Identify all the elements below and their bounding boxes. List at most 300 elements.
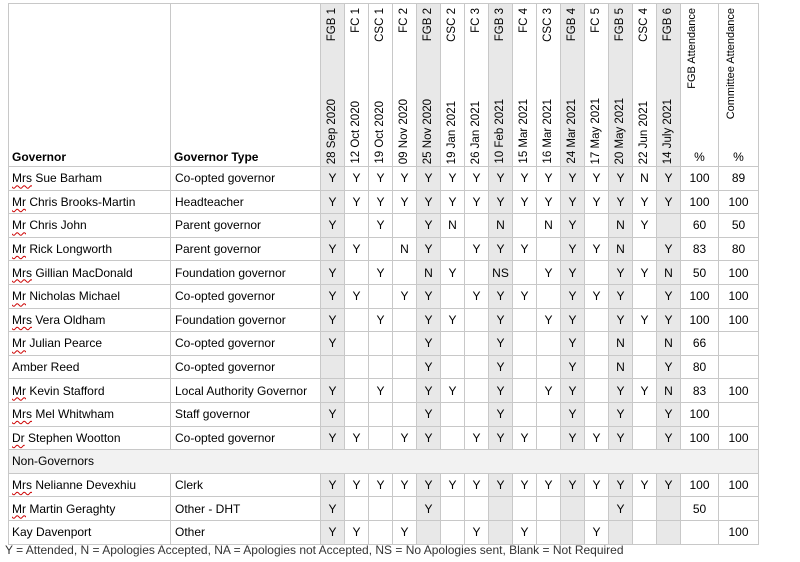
attendance-cell: Y	[513, 284, 537, 308]
governor-title: Mr	[12, 242, 26, 257]
attendance-cell: Y	[585, 190, 609, 214]
section-row	[9, 450, 759, 474]
attendance-cell: Y	[657, 426, 681, 450]
governor-type: Parent governor	[171, 237, 321, 261]
attendance-cell	[561, 497, 585, 521]
attendance-cell: N	[657, 332, 681, 356]
attendance-cell	[633, 520, 657, 544]
attendance-cell	[465, 214, 489, 238]
attendance-cell: N	[441, 214, 465, 238]
meeting-header	[585, 4, 609, 167]
meeting-date: 19 Oct 2020	[373, 101, 386, 164]
attendance-cell: Y	[513, 237, 537, 261]
meeting-name: FGB 5	[613, 8, 626, 42]
meeting-name: CSC 1	[373, 8, 386, 42]
attendance-cell	[633, 402, 657, 426]
committee-percent: 100	[719, 261, 759, 285]
attendance-cell	[513, 332, 537, 356]
meeting-header	[393, 4, 417, 167]
attendance-cell: Y	[369, 190, 393, 214]
attendance-cell	[513, 214, 537, 238]
attendance-cell: Y	[393, 473, 417, 497]
attendance-cell: Y	[465, 473, 489, 497]
attendance-cell: Y	[417, 308, 441, 332]
meeting-date: 12 Oct 2020	[349, 101, 362, 164]
attendance-cell: Y	[561, 190, 585, 214]
governor-name-text: Vera Oldham	[35, 312, 106, 327]
attendance-cell: Y	[321, 261, 345, 285]
attendance-cell: Y	[657, 402, 681, 426]
governor-title: Mrs	[12, 265, 32, 280]
attendance-cell: Y	[369, 261, 393, 285]
attendance-cell	[345, 355, 369, 379]
attendance-cell: Y	[345, 237, 369, 261]
committee-percent: 100	[719, 426, 759, 450]
attendance-cell: Y	[537, 167, 561, 191]
meeting-name: FGB 1	[325, 8, 338, 42]
attendance-cell: Y	[585, 473, 609, 497]
attendance-cell: Y	[417, 379, 441, 403]
fgb-percent: 50	[681, 497, 719, 521]
attendance-cell	[369, 402, 393, 426]
attendance-cell	[633, 237, 657, 261]
attendance-cell: Y	[369, 379, 393, 403]
governor-name	[9, 497, 171, 521]
attendance-table	[8, 3, 759, 545]
governor-name	[9, 332, 171, 356]
meeting-date: 09 Nov 2020	[397, 98, 410, 164]
attendance-cell: Y	[417, 402, 441, 426]
attendance-cell: Y	[369, 308, 393, 332]
attendance-cell: Y	[489, 473, 513, 497]
attendance-cell: Y	[441, 190, 465, 214]
governor-type: Headteacher	[171, 190, 321, 214]
attendance-cell	[345, 402, 369, 426]
attendance-cell: Y	[609, 308, 633, 332]
meeting-name: FC 4	[517, 8, 530, 33]
attendance-cell: N	[417, 261, 441, 285]
attendance-cell: Y	[633, 190, 657, 214]
meeting-name: FC 3	[469, 8, 482, 33]
attendance-cell	[537, 426, 561, 450]
governor-type: Co-opted governor	[171, 284, 321, 308]
attendance-cell: Y	[609, 497, 633, 521]
attendance-cell: Y	[465, 520, 489, 544]
fgb-percent: 100	[681, 167, 719, 191]
attendance-cell	[345, 261, 369, 285]
meeting-name: FGB 2	[421, 8, 434, 42]
governor-name-text: Stephen Wootton	[28, 430, 121, 445]
meeting-name: FC 5	[589, 8, 602, 33]
attendance-cell: Y	[609, 426, 633, 450]
governor-name-text: Nicholas Michael	[29, 289, 121, 304]
attendance-cell	[513, 379, 537, 403]
attendance-cell: Y	[609, 379, 633, 403]
governor-title: Mrs	[12, 171, 32, 186]
attendance-cell: Y	[369, 167, 393, 191]
attendance-cell	[393, 379, 417, 403]
section-label: Non-Governors	[9, 450, 759, 474]
governor-name-text: Gillian MacDonald	[35, 265, 133, 280]
governor-name	[9, 520, 171, 544]
percent-label: %	[733, 150, 744, 164]
attendance-cell: Y	[513, 426, 537, 450]
attendance-cell: Y	[417, 355, 441, 379]
attendance-cell: Y	[585, 520, 609, 544]
attendance-cell: Y	[657, 190, 681, 214]
attendance-cell	[345, 308, 369, 332]
attendance-cell	[393, 355, 417, 379]
attendance-cell: Y	[585, 426, 609, 450]
attendance-cell: Y	[393, 190, 417, 214]
attendance-cell: Y	[561, 355, 585, 379]
attendance-cell: N	[633, 167, 657, 191]
table-row	[9, 261, 759, 285]
attendance-cell	[465, 332, 489, 356]
attendance-cell: Y	[489, 308, 513, 332]
attendance-cell	[417, 520, 441, 544]
governor-type: Local Authority Governor	[171, 379, 321, 403]
governor-title: Mrs	[12, 312, 32, 327]
attendance-cell: Y	[633, 261, 657, 285]
attendance-cell: Y	[417, 190, 441, 214]
meeting-header	[489, 4, 513, 167]
attendance-cell: Y	[585, 284, 609, 308]
attendance-cell	[513, 308, 537, 332]
attendance-cell	[537, 402, 561, 426]
governor-type: Co-opted governor	[171, 355, 321, 379]
attendance-cell: Y	[561, 426, 585, 450]
attendance-cell: Y	[321, 332, 345, 356]
attendance-cell: Y	[441, 167, 465, 191]
attendance-cell	[585, 332, 609, 356]
fgb-percent: 80	[681, 355, 719, 379]
attendance-cell: Y	[417, 237, 441, 261]
committee-percent: 100	[719, 379, 759, 403]
meeting-date: 17 May 2021	[589, 97, 602, 164]
attendance-cell: Y	[345, 426, 369, 450]
attendance-cell: Y	[321, 497, 345, 521]
attendance-cell: Y	[465, 190, 489, 214]
governor-type: Foundation governor	[171, 261, 321, 285]
attendance-cell	[585, 261, 609, 285]
meeting-header	[369, 4, 393, 167]
attendance-cell: Y	[561, 167, 585, 191]
attendance-cell: Y	[561, 214, 585, 238]
attendance-cell	[633, 284, 657, 308]
attendance-cell	[609, 520, 633, 544]
attendance-cell	[369, 355, 393, 379]
committee-percent: 100	[719, 190, 759, 214]
attendance-cell: Y	[345, 284, 369, 308]
committee-percent	[719, 402, 759, 426]
attendance-cell: Y	[513, 190, 537, 214]
attendance-cell: Y	[561, 284, 585, 308]
governor-type: Co-opted governor	[171, 167, 321, 191]
attendance-cell: Y	[321, 308, 345, 332]
attendance-cell	[465, 402, 489, 426]
fgb-percent: 100	[681, 473, 719, 497]
governor-type: Staff governor	[171, 402, 321, 426]
attendance-cell	[489, 520, 513, 544]
meeting-name: CSC 3	[541, 8, 554, 42]
attendance-cell: Y	[321, 473, 345, 497]
meeting-name: CSC 2	[445, 8, 458, 42]
attendance-cell	[369, 237, 393, 261]
attendance-cell: Y	[537, 473, 561, 497]
fgb-percent: 66	[681, 332, 719, 356]
attendance-cell: Y	[321, 379, 345, 403]
attendance-cell	[369, 497, 393, 521]
attendance-cell	[633, 332, 657, 356]
attendance-cell: Y	[489, 332, 513, 356]
governor-name	[9, 355, 171, 379]
attendance-cell	[633, 355, 657, 379]
attendance-cell	[537, 497, 561, 521]
attendance-cell: N	[657, 379, 681, 403]
attendance-cell	[465, 308, 489, 332]
attendance-cell: Y	[417, 426, 441, 450]
governor-title: Mr	[12, 194, 26, 209]
attendance-cell: NS	[489, 261, 513, 285]
governor-name-text: Amber Reed	[12, 360, 80, 375]
attendance-cell	[345, 332, 369, 356]
meeting-name: CSC 4	[637, 8, 650, 42]
table-row	[9, 284, 759, 308]
attendance-cell: Y	[537, 379, 561, 403]
meeting-date: 26 Jan 2021	[469, 100, 482, 164]
fgb-percent: 100	[681, 190, 719, 214]
attendance-cell	[513, 261, 537, 285]
attendance-cell: Y	[441, 308, 465, 332]
attendance-cell: Y	[489, 426, 513, 450]
attendance-cell: Y	[609, 284, 633, 308]
attendance-cell	[633, 497, 657, 521]
attendance-cell	[393, 497, 417, 521]
governor-title: Mrs	[12, 407, 32, 422]
table-row	[9, 355, 759, 379]
attendance-cell	[369, 426, 393, 450]
governor-name	[9, 261, 171, 285]
attendance-cell: Y	[393, 520, 417, 544]
table-row	[9, 426, 759, 450]
attendance-cell	[369, 332, 393, 356]
governor-title: Mr	[12, 336, 26, 351]
table-row	[9, 237, 759, 261]
attendance-cell: Y	[345, 520, 369, 544]
attendance-cell: Y	[633, 379, 657, 403]
attendance-cell: Y	[561, 402, 585, 426]
meeting-name: FC 1	[349, 8, 362, 33]
governor-title: Mr	[12, 383, 26, 398]
attendance-cell	[393, 332, 417, 356]
table-row	[9, 473, 759, 497]
governor-name	[9, 167, 171, 191]
attendance-cell	[561, 520, 585, 544]
fgb-percent: 83	[681, 379, 719, 403]
attendance-label: FGB Attendance	[685, 8, 698, 89]
attendance-cell: Y	[633, 308, 657, 332]
governor-name	[9, 402, 171, 426]
table-row	[9, 214, 759, 238]
attendance-cell: Y	[585, 237, 609, 261]
committee-percent	[719, 332, 759, 356]
meeting-date: 10 Feb 2021	[493, 99, 506, 164]
governor-type: Co-opted governor	[171, 332, 321, 356]
committee-percent	[719, 355, 759, 379]
percent-label: %	[694, 150, 705, 164]
attendance-cell: Y	[465, 284, 489, 308]
attendance-cell	[441, 355, 465, 379]
attendance-cell: Y	[489, 167, 513, 191]
attendance-cell: Y	[513, 167, 537, 191]
meeting-header	[657, 4, 681, 167]
governor-name-text: Chris Brooks-Martin	[29, 194, 136, 209]
governor-name-text: Kay Davenport	[12, 525, 92, 540]
attendance-cell: Y	[417, 473, 441, 497]
governor-name-text: Mel Whitwham	[35, 407, 115, 422]
attendance-cell: Y	[321, 402, 345, 426]
attendance-cell: Y	[537, 190, 561, 214]
attendance-cell	[393, 214, 417, 238]
governor-type: Other	[171, 520, 321, 544]
governor-type: Parent governor	[171, 214, 321, 238]
governor-name	[9, 237, 171, 261]
governor-name	[9, 379, 171, 403]
attendance-cell	[441, 426, 465, 450]
committee-percent: 100	[719, 473, 759, 497]
attendance-cell: Y	[417, 284, 441, 308]
meeting-date: 19 Jan 2021	[445, 100, 458, 164]
attendance-cell: Y	[657, 237, 681, 261]
attendance-cell: Y	[321, 214, 345, 238]
committee-percent: 80	[719, 237, 759, 261]
attendance-cell: N	[609, 214, 633, 238]
attendance-cell: Y	[417, 332, 441, 356]
attendance-cell: Y	[321, 520, 345, 544]
attendance-cell	[393, 261, 417, 285]
attendance-cell: Y	[369, 473, 393, 497]
attendance-cell	[441, 332, 465, 356]
fgb-attendance-header	[681, 4, 719, 167]
committee-percent: 100	[719, 284, 759, 308]
governor-name-text: Sue Barham	[35, 171, 103, 186]
attendance-cell: Y	[465, 237, 489, 261]
attendance-cell	[657, 214, 681, 238]
attendance-cell: N	[489, 214, 513, 238]
attendance-cell	[321, 355, 345, 379]
attendance-cell: N	[393, 237, 417, 261]
attendance-cell	[393, 402, 417, 426]
meeting-date: 16 Mar 2021	[541, 99, 554, 164]
attendance-cell: Y	[609, 167, 633, 191]
attendance-cell	[393, 308, 417, 332]
fgb-percent: 100	[681, 426, 719, 450]
attendance-cell	[441, 237, 465, 261]
committee-percent: 50	[719, 214, 759, 238]
attendance-cell: Y	[537, 308, 561, 332]
attendance-cell	[513, 402, 537, 426]
table-row	[9, 379, 759, 403]
attendance-cell: Y	[633, 473, 657, 497]
attendance-cell	[585, 402, 609, 426]
meeting-header	[321, 4, 345, 167]
attendance-cell	[345, 379, 369, 403]
governor-name	[9, 426, 171, 450]
attendance-cell: Y	[441, 473, 465, 497]
attendance-cell	[537, 520, 561, 544]
attendance-cell: Y	[561, 308, 585, 332]
attendance-cell: Y	[489, 284, 513, 308]
attendance-cell	[585, 379, 609, 403]
governor-name-text: Rick Longworth	[29, 242, 113, 257]
attendance-cell: Y	[489, 355, 513, 379]
meeting-header	[633, 4, 657, 167]
attendance-cell	[345, 497, 369, 521]
attendance-cell: Y	[513, 520, 537, 544]
governor-name-text: Kevin Stafford	[29, 383, 105, 398]
attendance-cell: N	[609, 237, 633, 261]
attendance-cell: Y	[561, 332, 585, 356]
attendance-cell: N	[657, 261, 681, 285]
governor-name-text: Nelianne Devexhiu	[35, 478, 137, 493]
governor-name	[9, 473, 171, 497]
attendance-cell: Y	[393, 426, 417, 450]
attendance-cell: Y	[489, 190, 513, 214]
attendance-cell: Y	[657, 308, 681, 332]
attendance-cell: Y	[561, 473, 585, 497]
attendance-cell: Y	[489, 379, 513, 403]
attendance-cell: Y	[537, 261, 561, 285]
meeting-header	[465, 4, 489, 167]
committee-percent: 100	[719, 520, 759, 544]
attendance-label: Committee Attendance	[724, 8, 737, 120]
governor-name	[9, 284, 171, 308]
governor-name-text: Chris John	[29, 218, 87, 233]
attendance-cell: Y	[609, 473, 633, 497]
attendance-cell: N	[609, 355, 633, 379]
meeting-name: FGB 3	[493, 8, 506, 42]
attendance-cell	[465, 497, 489, 521]
table-row	[9, 167, 759, 191]
attendance-cell: Y	[657, 284, 681, 308]
table-row	[9, 497, 759, 521]
meeting-header	[345, 4, 369, 167]
attendance-cell	[345, 214, 369, 238]
attendance-cell	[369, 284, 393, 308]
fgb-percent: 100	[681, 308, 719, 332]
meeting-date: 14 July 2021	[661, 98, 674, 164]
attendance-cell: Y	[321, 237, 345, 261]
governor-name-text: Julian Pearce	[29, 336, 103, 351]
governor-name-text: Martin Geraghty	[29, 501, 116, 516]
attendance-cell: Y	[441, 379, 465, 403]
governor-title: Dr	[12, 430, 25, 445]
attendance-cell	[441, 520, 465, 544]
attendance-cell	[585, 214, 609, 238]
meeting-date: 28 Sep 2020	[325, 98, 338, 164]
attendance-cell: Y	[345, 473, 369, 497]
attendance-cell: Y	[609, 261, 633, 285]
attendance-cell: Y	[321, 284, 345, 308]
attendance-cell: Y	[489, 402, 513, 426]
governor-title: Mr	[12, 501, 26, 516]
fgb-percent: 100	[681, 402, 719, 426]
attendance-cell	[465, 379, 489, 403]
governor-type: Foundation governor	[171, 308, 321, 332]
meeting-header	[537, 4, 561, 167]
committee-percent: 89	[719, 167, 759, 191]
